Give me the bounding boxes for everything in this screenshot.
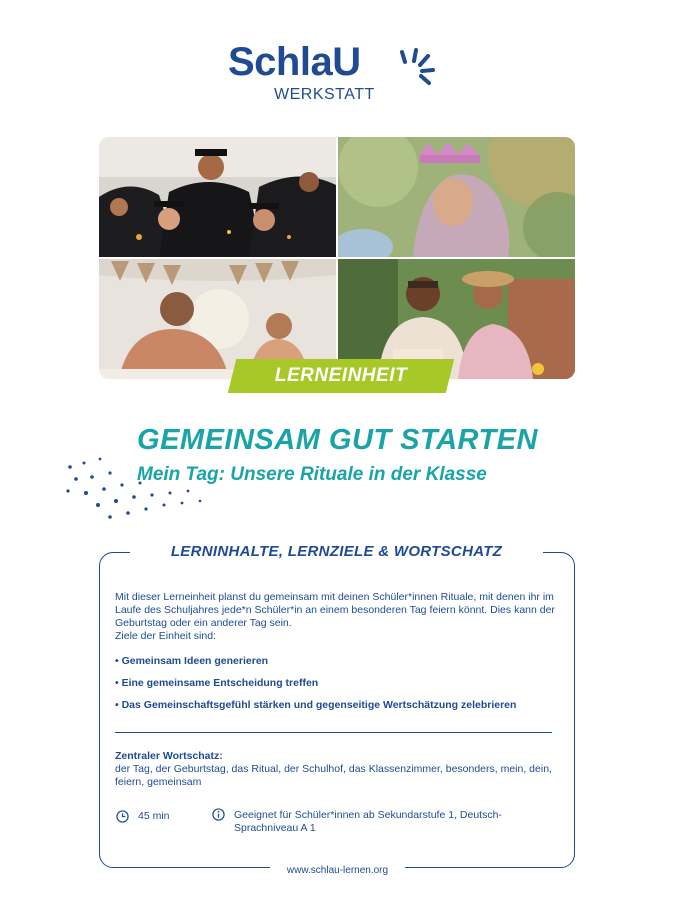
page-title: GEMEINSAM GUT STARTEN [137,424,538,456]
vocab-label: Zentraler Wortschatz: [115,750,223,762]
content-box-heading-wrap [130,540,543,564]
suitability-text: Geeignet für Schüler*innen ab Sekundarstufe 1, Deutsch-Sprachniveau A 1 [234,809,502,834]
goals-label: Ziele der Einheit sind: [115,630,216,642]
graduation-group-photo [99,137,336,257]
sunburst-icon [396,48,436,88]
lerneinheit-badge: LERNEINHEIT [274,365,408,386]
logo-brand-text: SchlaU [228,40,361,84]
content-box-heading: LERNINHALTE, LERNZIELE & WORTSCHATZ [170,543,503,560]
woman-with-crown-photo [338,137,575,257]
goal-item: • Eine gemeinsame Entscheidung treffen [115,677,570,690]
logo-sub-text: WERKSTATT [274,86,375,103]
goals-list [115,655,570,721]
page-subtitle: Mein Tag: Unsere Rituale in der Klasse [137,464,487,485]
clock-icon [116,810,129,823]
goal-item: • Das Gemeinschaftsgefühl stärken und gegenseitige Wertschätzung zelebrieren [115,699,570,712]
intro-text [115,591,565,643]
suitability-info [212,808,514,835]
duration-info [116,808,170,824]
vocab-text: der Tag, der Geburtstag, das Ritual, der Schulhof, das Klassenzimmer, besonders, mein, dein, feiern, gemeinsam [115,763,552,788]
footer-wrap [270,860,405,876]
section-divider [115,732,552,733]
goal-item: • Gemeinsam Ideen generieren [115,655,570,668]
duration-text: 45 min [138,810,170,822]
intro-paragraph: Mit dieser Lerneinheit planst du gemeinsam mit deinen Schüler*innen Rituale, mit denen ihr im Laufe des Schuljahres jede*n Schüler*in an einem besonderen Tag feiern könnt. Dies kann der Geburtstag oder ein anderer Tag sein. [115,591,555,629]
photo-collage [99,137,575,379]
info-icon [212,808,225,821]
schlau-werkstatt-logo [228,38,438,110]
footer-url[interactable]: www.schlau-lernen.org [286,865,389,876]
